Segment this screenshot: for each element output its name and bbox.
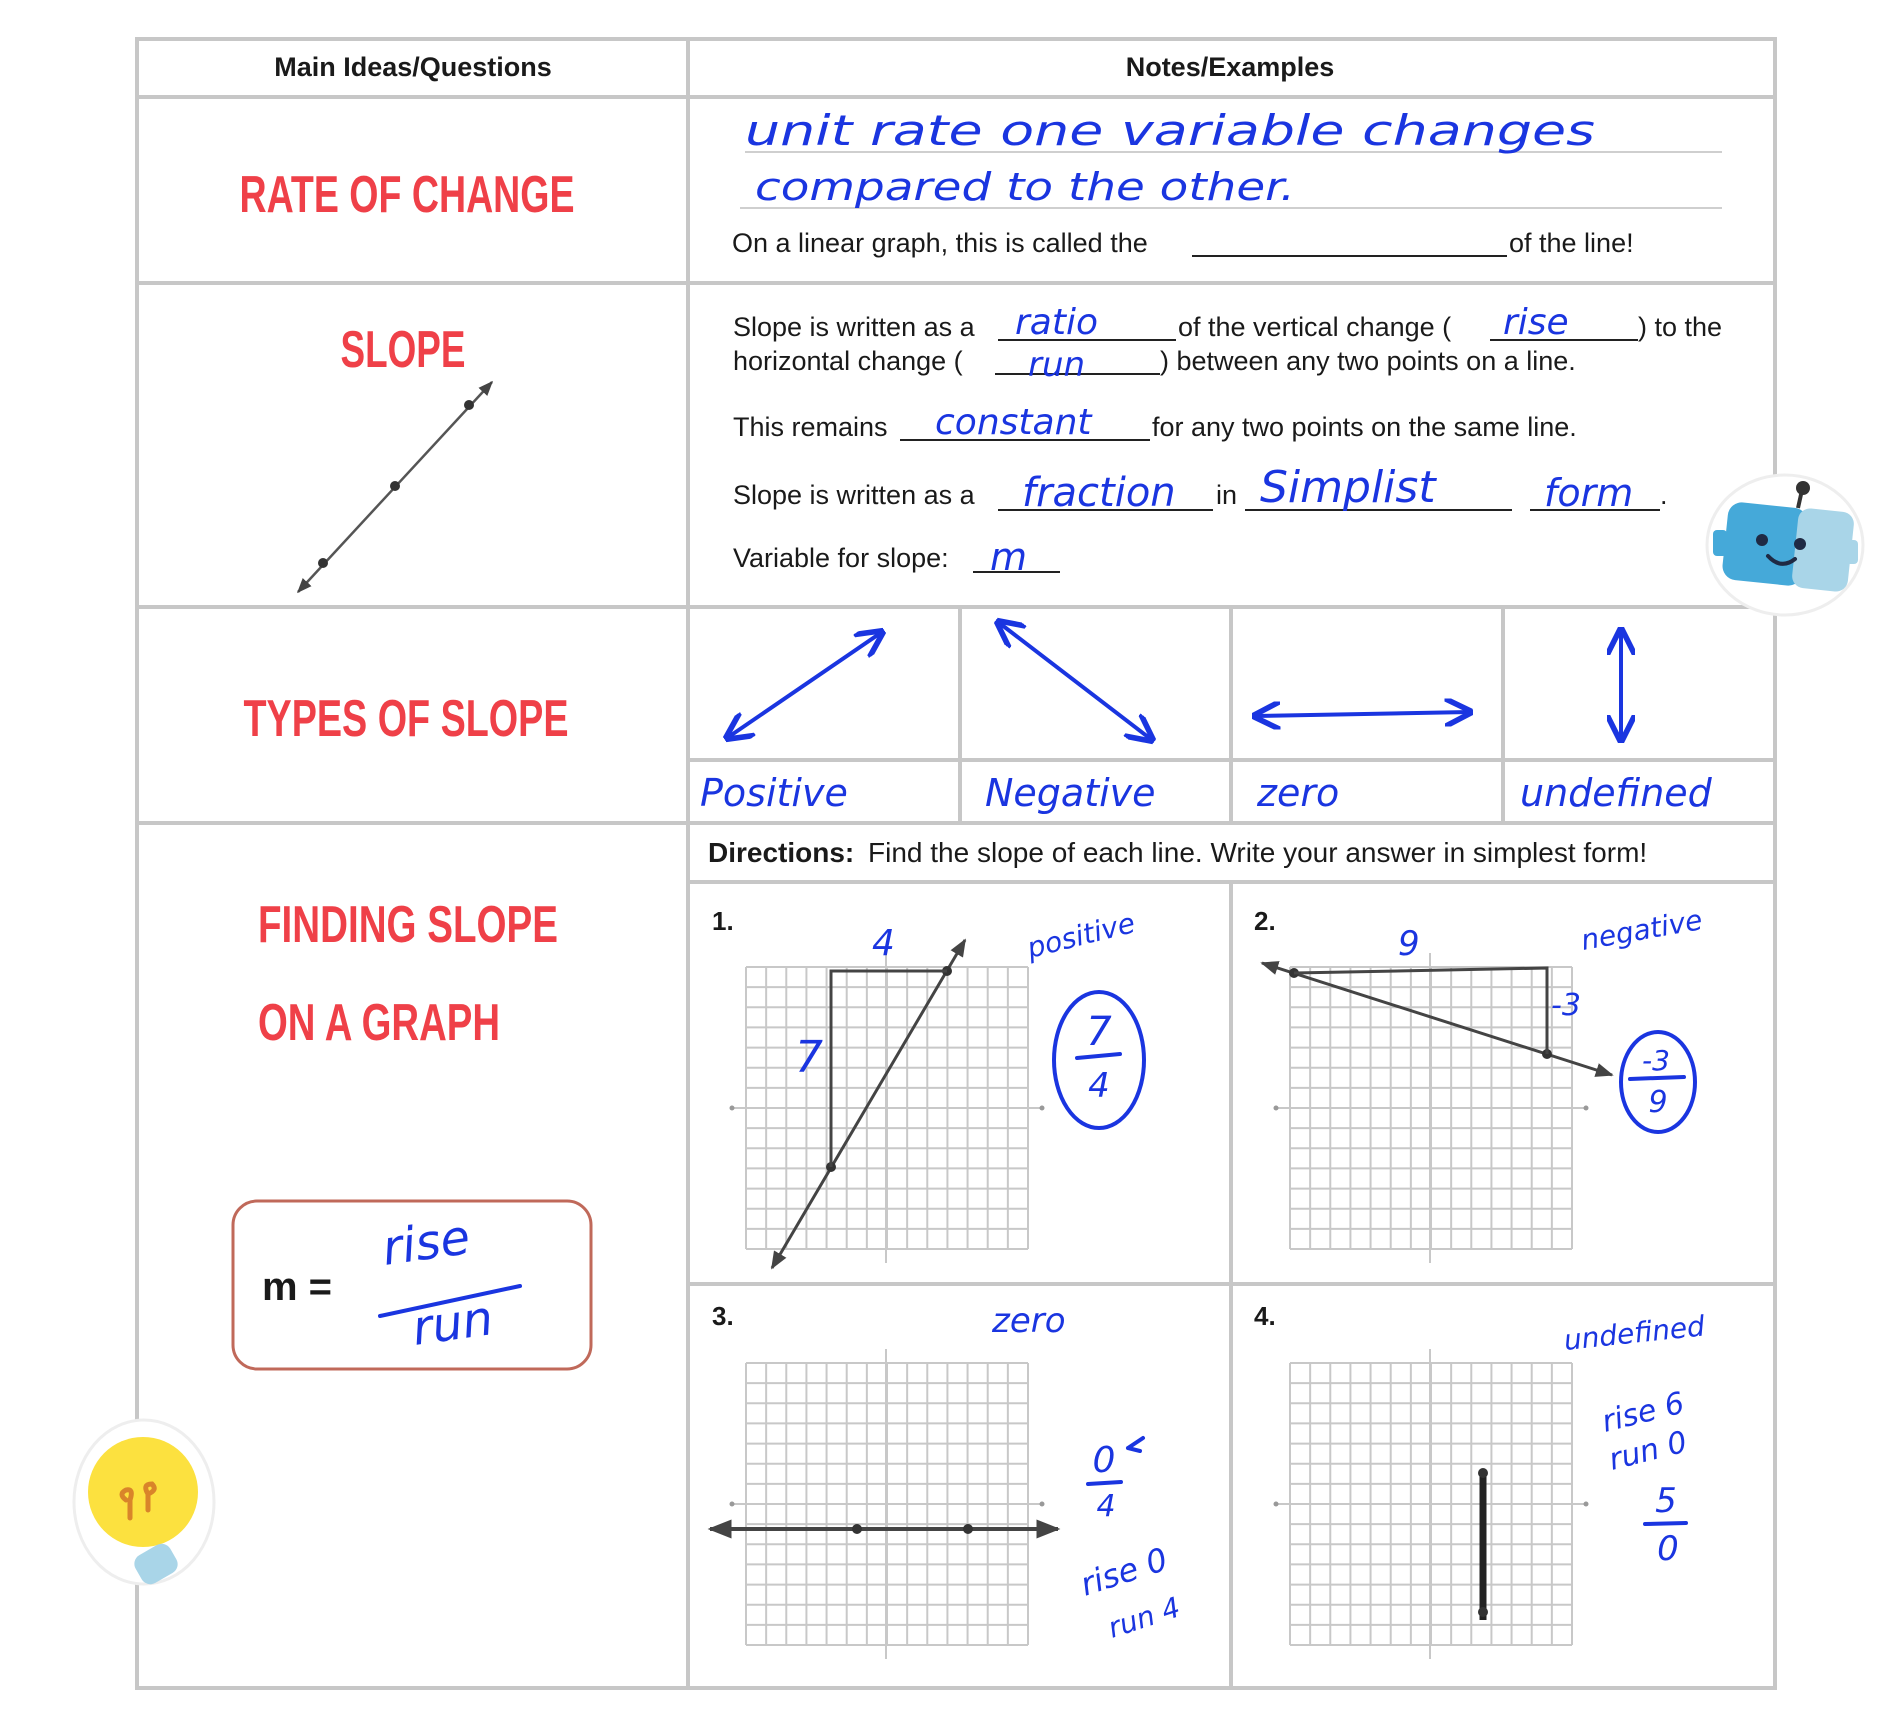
header-main-ideas: Main Ideas/Questions [274,52,552,82]
slope-answer-fraction: fraction [1022,470,1176,516]
type-label-positive: Positive [700,771,848,815]
types-of-slope-title: TYPES OF SLOPE [243,690,569,748]
axis-tip [1584,1106,1589,1111]
slope-s1-a: Slope is written as a [733,312,975,342]
slope-answer-simplist: Simplist [1260,462,1436,513]
directions: Directions: Find the slope of each line. Write your answer in simplest form! [708,837,1648,868]
problem-4-answer-bottom: 0 [1657,1529,1679,1569]
rate-note-line2: compared to the other. [755,165,1295,209]
type-label-negative: Negative [985,771,1156,815]
slope-s1-b: of the vertical change ( [1178,312,1452,342]
slope-s2-b: ) between any two points on a line. [1160,346,1576,376]
problem-4-extra-run: run 0 [1605,1424,1691,1478]
rate-sentence-end: of the line! [1509,228,1634,258]
rate-sentence-start: On a linear graph, this is called the [732,228,1148,258]
slope-answer-ratio: ratio [1015,302,1099,343]
problem-1-number: 1. [712,906,734,936]
problem-4-extra-rise: rise 6 [1598,1385,1688,1440]
problem-4-line [1478,1468,1488,1620]
graph-grid-4 [1274,1349,1589,1659]
slope-s1-c: ) to the [1638,312,1723,342]
formula-rise: rise [378,1209,474,1277]
problem-3-answer-top: 0 [1092,1440,1116,1481]
slope-s4-a: Slope is written as a [733,480,975,510]
robot-sticker-icon [1707,475,1863,615]
slope-s3-a: This remains [733,412,888,442]
problem-1-line [772,940,965,1268]
rate-note-line1: unit rate one variable changes [745,106,1595,155]
type-label-undefined: undefined [1520,771,1712,815]
lightbulb-sticker-icon [74,1420,214,1588]
problem-2-note: negative [1578,903,1705,957]
graph-grid-2 [1274,953,1589,1263]
slope-formula-box [233,1201,591,1369]
finding-slope-title-line2: ON A GRAPH [258,994,500,1052]
header-notes-examples: Notes/Examples [1125,52,1335,82]
problem-3-extra-rise: rise 0 [1075,1539,1173,1604]
problem-4-note: undefined [1562,1309,1707,1357]
graph-grid-3 [730,1349,1045,1659]
problem-1-rise: 7 [795,1032,823,1083]
axis-tip [1040,1106,1045,1111]
axis-tip [1274,1502,1279,1507]
slope-answer-form: form [1544,471,1634,515]
problem-3-number: 3. [712,1301,734,1331]
problem-1-note: positive [1023,906,1139,965]
axis-tip [1040,1502,1045,1507]
problem-3-answer-bottom: 4 [1096,1489,1116,1524]
problem-4-number: 4. [1254,1301,1276,1331]
problem-1-answer-bottom: 4 [1088,1066,1110,1106]
zero-arrow-icon [1255,712,1470,716]
problem-2-answer-bottom: 9 [1648,1085,1668,1120]
problem-2-rise: -3 [1551,988,1581,1023]
axis-tip [730,1502,735,1507]
slope-answer-constant: constant [935,402,1092,443]
formula-run: run [408,1290,497,1357]
problem-3-line [710,1524,1058,1534]
type-label-zero: zero [1257,771,1340,815]
problem-1-answer-top: 7 [1086,1009,1112,1055]
finding-slope-title-line1: FINDING SLOPE [258,896,558,954]
slope-title: SLOPE [340,321,466,379]
negative-arrow-icon [998,622,1152,740]
problem-2-number: 2. [1254,906,1276,936]
formula-m: m = [262,1265,333,1309]
slope-s4-period: . [1660,480,1668,510]
slope-answer-m: m [990,535,1028,579]
problem-4-answer-top: 5 [1655,1481,1677,1521]
slope-line-illustration [298,382,492,592]
slope-s2-a: horizontal change ( [733,346,963,376]
graph-grid-1 [730,953,1045,1263]
slope-s5-a: Variable for slope: [733,543,949,573]
axis-tip [1274,1106,1279,1111]
axis-tip [1584,1502,1589,1507]
problem-3-note: zero [992,1301,1066,1341]
problem-2-answer-top: -3 [1642,1044,1670,1077]
problem-2-run: 9 [1398,924,1420,964]
problem-3-extra-run: run 4 [1103,1590,1185,1645]
problem-1-run: 4 [872,923,895,964]
slope-s4-b: in [1216,480,1238,510]
slope-answer-run: run [1028,345,1086,385]
rate-of-change-title: RATE OF CHANGE [239,166,575,224]
slope-s3-b: for any two points on the same line. [1152,412,1577,442]
axis-tip [730,1106,735,1111]
slope-answer-rise: rise [1503,302,1569,343]
positive-arrow-icon [727,632,882,738]
